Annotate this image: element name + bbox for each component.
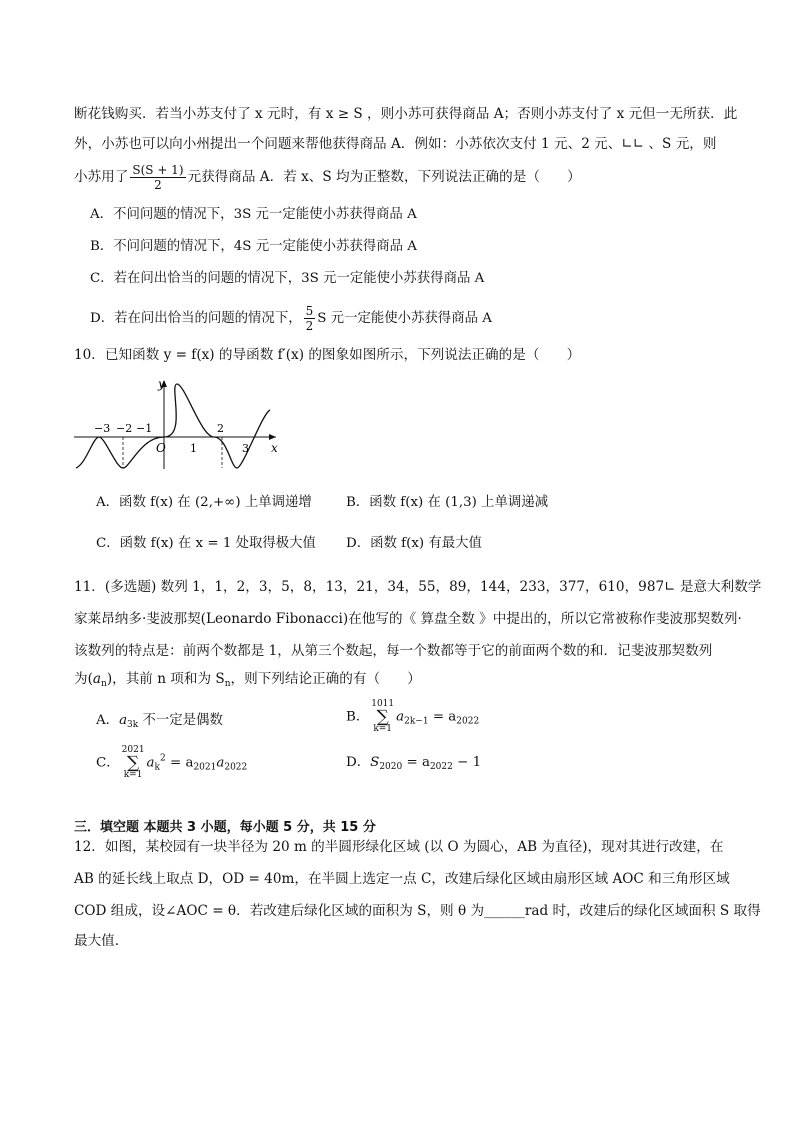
- problem-11-line-4: 为$(a_n)$，其前 n 项和为 $S_n$，则下列结论正确的有（ ）: [74, 671, 421, 689]
- sigma-icon: ∑: [376, 707, 389, 727]
- tick-label-minus-1: −1: [136, 422, 153, 435]
- tick-label-1: 1: [190, 442, 197, 455]
- rhs-subscript: 2022: [429, 762, 453, 772]
- origin-label: O: [156, 441, 166, 455]
- sum-symbol: S: [370, 755, 380, 770]
- problem-10-option-b: B．函数 f(x) 在 (1,3) 上单调递减: [346, 495, 549, 510]
- option-d-fraction: [304, 304, 316, 333]
- problem-11-line-1: 11．(多选题) 数列 1，1，2，3，5，8，13，21，34，55，89，144，233，377，610，987∟ 是意大利数学: [74, 579, 762, 595]
- tick-label-3: 3: [242, 442, 249, 455]
- rhs-subscript-2: 2022: [224, 762, 248, 773]
- line-4-middle: ，其前 n 项和为 S: [112, 671, 225, 687]
- sum-lower-limit: k=1: [123, 770, 143, 780]
- line-4-suffix: ，则下列结论正确的有（ ）: [230, 671, 421, 687]
- sequence-subscript: n: [101, 679, 107, 689]
- equals-term: = a: [428, 709, 457, 725]
- sum-subscript: 2020: [379, 762, 403, 772]
- term-subscript: 3k: [127, 720, 139, 730]
- term-exponent: 2: [160, 753, 166, 764]
- y-axis-label: y: [158, 377, 165, 391]
- sum-subscript: n: [224, 679, 231, 689]
- problem-12-line-1: 12．如图，某校园有一块半径为 20 m 的半圆形绿化区域 (以 O 为圆心，AB 为直径)，现对其进行改建，在: [74, 839, 724, 855]
- problem-11-line-3: 该数列的特点是：前两个数都是 1，从第三个数起，每一个数都等于它的前面两个数的和．记斐波那契数列: [74, 643, 713, 659]
- term-symbol: a: [119, 713, 128, 728]
- option-d-suffix: S 元一定能使小苏获得商品 A: [317, 311, 492, 326]
- line-4-prefix: 为: [74, 671, 88, 687]
- derivative-graph: [66, 374, 286, 474]
- tick-label-minus-2: −2: [116, 422, 133, 435]
- section-3-heading: 三．填空题 本题共 3 小题，每小题 5 分，共 15 分: [74, 820, 376, 835]
- x-axis-label: x: [271, 441, 278, 455]
- rhs-subscript-1: 2021: [193, 762, 217, 773]
- problem-9-option-c: C．若在问出恰当的问题的情况下，3S 元一定能使小苏获得商品 A: [90, 271, 485, 286]
- option-label: D．: [346, 755, 371, 770]
- equals-term: = a: [402, 755, 430, 770]
- summation: [122, 746, 145, 780]
- tick-label-minus-3: −3: [94, 422, 111, 435]
- option-label: C．: [96, 755, 120, 771]
- option-d-prefix: D．若在问出恰当的问题的情况下，: [90, 311, 302, 326]
- sigma-icon: ∑: [127, 753, 140, 773]
- problem-9-fraction: [130, 163, 185, 192]
- fraction-numerator: 5: [305, 304, 314, 318]
- problem-10-option-d: D．函数 f(x) 有最大值: [346, 536, 482, 551]
- problem-10-option-c: C．函数 f(x) 在 x = 1 处取得极大值: [96, 536, 316, 551]
- problem-9-line-3: [74, 163, 581, 192]
- summation: [371, 700, 394, 734]
- equals-term: = a: [165, 755, 194, 771]
- option-label: A．: [96, 713, 120, 728]
- problem-11-option-d: [346, 752, 481, 778]
- problem-10-option-a: A．函数 f(x) 在 (2,+∞) 上单调递增: [96, 495, 312, 510]
- tick-label-2: 2: [217, 422, 224, 435]
- problem-11-option-a: [96, 710, 223, 736]
- problem-11-line-2: 家莱昂纳多·斐波那契(Leonardo Fibonacci)在他写的《 算盘全数 》中提出的，所以它常被称作斐波那契数列·: [74, 611, 742, 627]
- sum-lower-limit: k=1: [373, 724, 393, 734]
- problem-9-line-1: 断花钱购买．若当小苏支付了 x 元时，有 x ≥ S ，则小苏可获得商品 A；否则小苏支付了 x 元但一无所获．此: [74, 106, 738, 122]
- option-text: 不一定是偶数: [138, 713, 223, 728]
- problem-9-option-a: A．不问问题的情况下，3S 元一定能使小苏获得商品 A: [90, 207, 417, 222]
- problem-12-line-2: AB 的延长线上取点 D，OD = 40m，在半圆上选定一点 C，改建后绿化区域由扇形区域 AOC 和三角形区域: [74, 871, 730, 887]
- problem-12-line-4: 最大值.: [74, 933, 120, 949]
- problem-12-line-3: COD 组成，设∠AOC = θ．若改建后绿化区域的面积为 S，则 θ 为______rad 时，改建后的绿化区域面积 S 取得: [74, 903, 761, 919]
- minus-one: − 1: [452, 755, 482, 770]
- fraction-denominator: 2: [154, 178, 162, 192]
- sum-upper-limit: 1011: [371, 699, 395, 709]
- term-symbol: a: [396, 709, 405, 725]
- problem-10-stem: 10．已知函数 y = f(x) 的导函数 f′(x) 的图象如图所示，下列说法正确的是（ ）: [74, 347, 581, 363]
- problem-9-line-3-prefix: 小苏用了: [74, 169, 129, 185]
- term-subscript: 2k−1: [404, 716, 429, 727]
- option-label: B．: [346, 709, 370, 725]
- x-axis-arrow-icon: [269, 434, 276, 440]
- problem-9-line-3-suffix: 元获得商品 A．若 x、S 均为正整数，下列说法正确的是（ ）: [187, 169, 581, 185]
- problem-11-option-b: [346, 700, 479, 734]
- problem-9-line-2: 外，小苏也可以向小州提出一个问题来帮他获得商品 A．例如：小苏依次支付 1 元、2 元、∟∟ 、S 元，则: [74, 136, 717, 152]
- problem-11-option-c: [96, 746, 247, 780]
- rhs-subscript: 2022: [456, 716, 480, 727]
- problem-9-option-b: B．不问问题的情况下，4S 元一定能使小苏获得商品 A: [90, 239, 417, 254]
- term-subscript: k: [154, 762, 160, 773]
- fraction-numerator: S(S + 1): [132, 163, 184, 177]
- problem-9-option-d: [90, 304, 492, 333]
- term-symbol-2: a: [216, 755, 225, 771]
- sum-upper-limit: 2021: [121, 745, 145, 755]
- sequence-symbol: a: [92, 671, 102, 687]
- term-symbol: a: [146, 755, 155, 771]
- fraction-denominator: 2: [305, 319, 314, 333]
